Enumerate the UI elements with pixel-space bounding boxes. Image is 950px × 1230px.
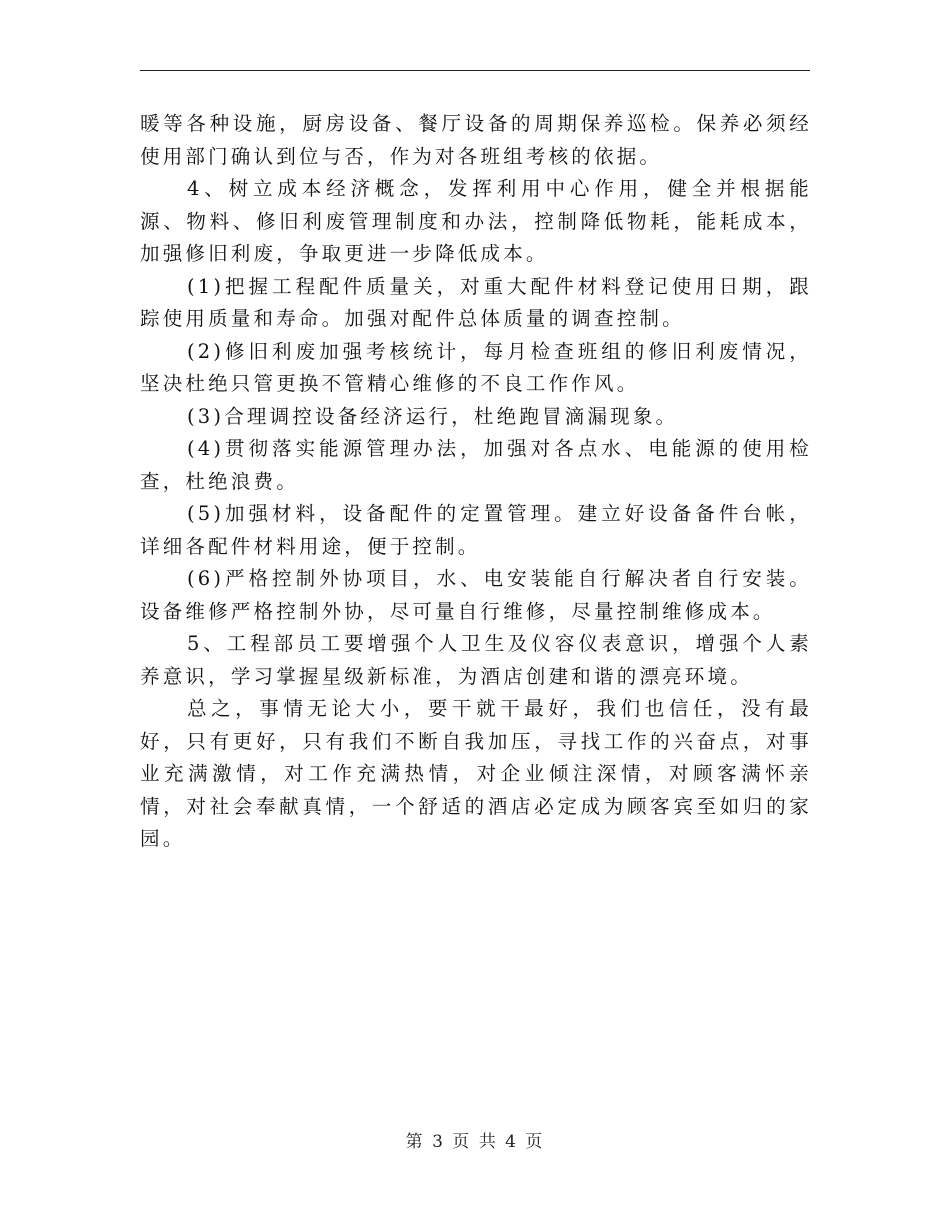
paragraph-2: 4、树立成本经济概念，发挥利用中心作用，健全并根据能源、物料、修旧利废管理制度和办法，控制降低物耗，能耗成本，加强修旧利废，争取更进一步降低成本。 (140, 177, 812, 265)
paragraph-10: 总之，事情无论大小，要干就干最好，我们也信任，没有最好，只有更好，只有我们不断自我加压，寻找工作的兴奋点，对事业充满激情，对工作充满热情，对企业倾注深情，对顾客满怀亲情，对社会奉献真情，一个舒适的酒店必定成为顾客宾至如归的家园。 (140, 697, 812, 850)
paragraph-8: (6)严格控制外协项目，水、电安装能自行解决者自行安装。设备维修严格控制外协，尽可量自行维修，尽量控制维修成本。 (140, 567, 812, 623)
paragraph-9: 5、工程部员工要增强个人卫生及仪容仪表意识，增强个人素养意识，学习掌握星级新标准，为酒店创建和谐的漂亮环境。 (140, 632, 812, 688)
page-footer (0, 1127, 950, 1152)
document-body (140, 108, 812, 856)
paragraph-1: 暖等各种设施，厨房设备、餐厅设备的周期保养巡检。保养必须经使用部门确认到位与否，作为对各班组考核的依据。 (140, 112, 812, 168)
paragraph-6: (4)贯彻落实能源管理办法，加强对各点水、电能源的使用检查，杜绝浪费。 (140, 437, 812, 493)
page-number: 第 3 页 共 4 页 (405, 1132, 545, 1152)
paragraph-7: (5)加强材料，设备配件的定置管理。建立好设备备件台帐，详细各配件材料用途，便于控制。 (140, 502, 812, 558)
paragraph-4: (2)修旧利废加强考核统计，每月检查班组的修旧利废情况，坚决杜绝只管更换不管精心维修的不良工作作风。 (140, 339, 812, 395)
paragraph-5: (3)合理调控设备经济运行，杜绝跑冒滴漏现象。 (187, 404, 679, 428)
header-rule (140, 70, 810, 71)
paragraph-3: (1)把握工程配件质量关，对重大配件材料登记使用日期，跟踪使用质量和寿命。加强对配件总体质量的调查控制。 (140, 274, 812, 330)
